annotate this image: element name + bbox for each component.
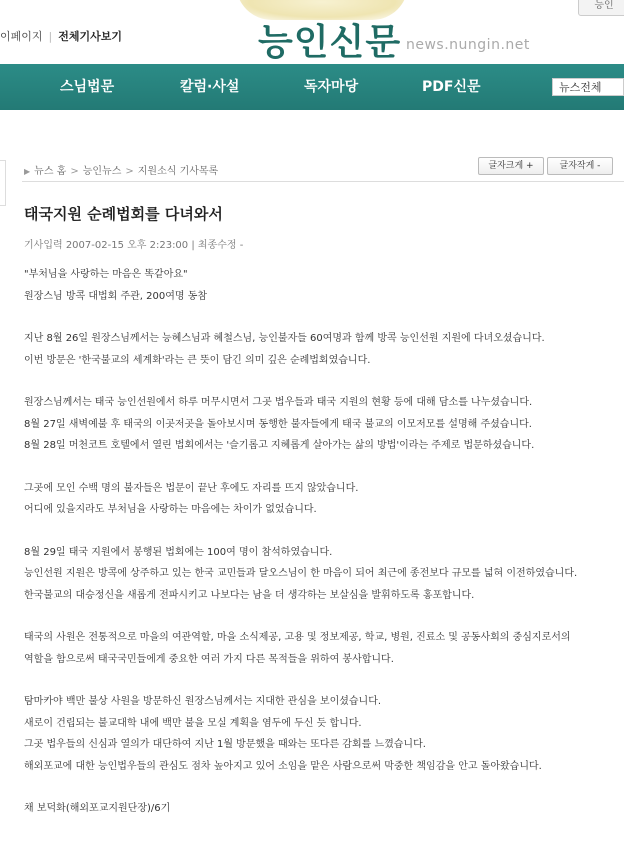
nav-item-columns[interactable]: 칼럼·사설 [180,79,240,95]
article-line: 8월 28일 머천코트 호텔에서 열린 법회에서는 '슬기롭고 지혜롭게 살아가는 삶의 방법'이라는 주제로 법문하셨습니다. [24,440,535,451]
homepage-link[interactable]: 이페이지 [0,30,43,43]
article-paragraph [24,627,624,670]
article-paragraph [24,798,624,820]
article-line: 원장스님께서는 태국 능인선원에서 하루 머무시면서 그곳 법우들과 태국 지원의 현황 등에 대해 담소를 나누셨습니다. [24,397,533,408]
article-line: "부처님을 사랑하는 마음은 똑같아요" [24,269,188,280]
article-line: 탐마카야 백만 불상 사원을 방문하신 원장스님께서는 지대한 관심을 보이셨습니다. [24,696,382,707]
site-url: news.nungin.net [406,37,530,53]
nav-item-pdf[interactable]: PDF신문 [422,79,481,95]
font-smaller-button[interactable]: 글자작게 - [547,157,613,175]
breadcrumb: ▶ 뉴스 홈 > 능인뉴스 > 지원소식 기사목록 [24,166,219,177]
breadcrumb-arrow-icon: ▶ [24,167,31,176]
article-paragraph [24,392,624,457]
top-header [0,0,624,64]
article-line: 해외포교에 대한 능인법우들의 관심도 점차 높아지고 있어 소임을 맡은 사람으로써 막중한 책임감을 안고 돌아왔습니다. [24,760,542,772]
article-line: 새로이 건립되는 불교대학 내에 백만 불을 모실 계획을 염두에 두신 듯 합니다. [24,717,362,729]
article-line: 채 보덕화(해외포교지원단장)/6기 [24,803,171,814]
article-paragraph [24,478,624,521]
corner-button[interactable]: 능인 [578,0,624,16]
site-logo[interactable]: 능인신문 [258,22,402,63]
article-line: 8월 29일 태국 지원에서 봉행된 법회에는 100여 명이 참석하였습니다. [24,546,333,558]
all-articles-link[interactable]: 전체기사보기 [58,30,122,43]
main-nav [0,64,624,110]
article-line: 지난 8월 26일 원장스님께서는 능혜스님과 혜철스님, 능인불자들 60여명과 함께 방콕 능인선원 지원에 다녀오셨습니다. [24,333,545,344]
article-line: 그곳에 모인 수백 명의 불자들은 법문이 끝난 후에도 자리를 뜨지 않았습니다. [24,482,359,494]
article-line: 8월 27일 새벽예불 후 태국의 이곳저곳을 돌아보시며 동행한 불자들에게 태국 불교의 이모저모를 설명해 주셨습니다. [24,418,532,430]
article-paragraph [24,264,624,307]
divider [22,181,624,182]
article-line: 한국불교의 대승정신을 새롭게 전파시키고 나보다는 남을 더 생각하는 보살심을 발휘하도록 홍포합니다. [24,589,475,601]
article-paragraph [24,328,624,371]
breadcrumb-list[interactable]: 지원소식 기사목록 [137,166,219,177]
breadcrumb-news[interactable]: 능인뉴스 [82,166,122,177]
article-meta: 기사입력 2007-02-15 오후 2:23:00 | 최종수정 - [24,240,244,251]
article-line: 역할을 함으로써 태국국민들에게 중요한 여러 가지 다른 목적들을 위하여 봉사합니다. [24,653,394,665]
left-frame [0,160,6,206]
article-line: 능인선원 지원은 방콕에 상주하고 있는 한국 교민들과 달오스님이 한 마음이 되어 최근에 종전보다 규모를 넓혀 이전하였습니다. [24,568,578,579]
article-line: 이번 방문은 '한국불교의 세계화'라는 큰 뜻이 담긴 의미 깊은 순례법회였습니다. [24,354,371,366]
article-title: 태국지원 순례법회를 다녀와서 [24,205,223,223]
nav-item-sermons[interactable]: 스님법문 [60,79,115,95]
article-paragraph [24,542,624,607]
nav-item-readers[interactable]: 독자마당 [304,79,359,95]
article-paragraph [24,691,624,777]
font-larger-button[interactable]: 글자크게 + [478,157,544,175]
breadcrumb-home[interactable]: 뉴스 홈 [34,166,67,177]
article-line: 그곳 법우들의 신심과 열의가 대단하여 지난 1월 방문했을 때와는 또다른 감회를 느꼈습니다. [24,739,426,750]
news-search-select[interactable]: 뉴스전체 [552,78,624,96]
article-body [24,264,624,841]
article-line: 원장스님 방콕 대법회 주관, 200여명 동참 [24,290,208,302]
article-line: 어디에 있을지라도 부처님을 사랑하는 마음에는 차이가 없었습니다. [24,504,317,515]
top-links: 이페이지 | 전체기사보기 [0,30,122,43]
article-line: 태국의 사원은 전통적으로 마을의 여관역할, 마을 소식제공, 고용 및 정보제공, 학교, 병원, 진료소 및 공동사회의 중심지로서의 [24,632,571,643]
